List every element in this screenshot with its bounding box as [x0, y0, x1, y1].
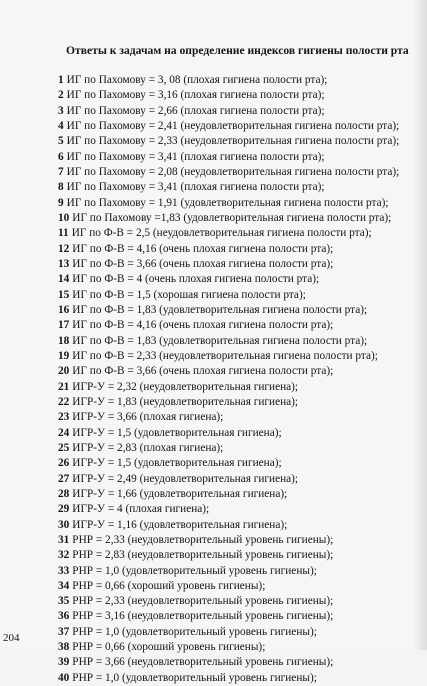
list-item [58, 211, 399, 226]
item-number: 33 [58, 564, 70, 577]
item-number: 34 [58, 579, 70, 592]
item-text: ИГ по Ф-В = 2,5 (неудовлетворительная гигиена полости рта); [71, 227, 372, 240]
item-text: ИГР-У = 1,16 (удовлетворительная гигиена); [72, 518, 288, 531]
item-number: 10 [58, 211, 70, 224]
list-item [58, 242, 399, 257]
item-number: 9 [58, 196, 64, 209]
item-text: ИГР-У = 1,66 (удовлетворительная гигиена); [72, 487, 288, 500]
item-text: ИГР-У = 1,83 (неудовлетворительная гигиена); [72, 395, 299, 408]
item-text: РНР = 1,0 (удовлетворительный уровень гигиены); [72, 671, 317, 684]
item-number: 28 [58, 487, 70, 500]
list-item [58, 671, 399, 686]
list-item [58, 88, 399, 103]
item-number: 4 [58, 119, 64, 132]
item-text: ИГ по Пахомову = 2,66 (плохая гигиена полости рта); [66, 104, 325, 117]
item-number: 40 [58, 671, 70, 684]
page-edge-shadow [413, 0, 427, 650]
item-text: РНР = 3,16 (неудовлетворительный уровень гигиены); [72, 610, 334, 623]
item-text: ИГ по Пахомову = 2,08 (неудовлетворительная гигиена полости рта); [66, 165, 400, 178]
item-text: РНР = 2,83 (неудовлетворительный уровень гигиены); [72, 549, 334, 562]
list-item [58, 533, 399, 548]
item-text: ИГР-У = 2,83 (плохая гигиена); [72, 441, 224, 454]
item-number: 14 [58, 273, 70, 286]
item-number: 12 [58, 242, 70, 255]
list-item [58, 257, 399, 272]
item-text: ИГ по Ф-В = 3,66 (очень плохая гигиена полости рта); [72, 365, 334, 378]
list-item [58, 594, 399, 609]
list-item [58, 196, 399, 211]
list-item [58, 502, 399, 517]
list-item [58, 150, 399, 165]
list-item [58, 655, 399, 670]
page-number: 204 [3, 632, 20, 644]
list-item [58, 441, 399, 456]
item-number: 39 [58, 656, 70, 669]
item-number: 19 [58, 349, 70, 362]
item-number: 15 [58, 288, 70, 301]
item-number: 17 [58, 319, 70, 332]
list-item [58, 410, 399, 425]
page-title: Ответы к задачам на определение индексов гигиены полости рта [66, 44, 409, 57]
list-item [58, 349, 399, 364]
item-number: 7 [58, 165, 64, 178]
item-number: 20 [58, 365, 70, 378]
list-item [58, 119, 399, 134]
item-number: 16 [58, 303, 70, 316]
item-text: РНР = 2,33 (неудовлетворительный уровень гигиены); [72, 595, 334, 608]
item-number: 1 [58, 74, 64, 86]
item-text: ИГ по Ф-В = 4,16 (очень плохая гигиена полости рта); [72, 242, 334, 255]
list-item [58, 364, 399, 379]
item-text: ИГР-У = 2,49 (неудовлетворительная гигиена); [72, 472, 299, 485]
item-number: 5 [58, 135, 64, 148]
list-item [58, 548, 399, 563]
list-item [58, 318, 399, 333]
item-text: ИГ по Ф-В = 4 (очень плохая гигиена полости рта); [72, 273, 320, 286]
item-text: ИГ по Пахомову =1,83 (удовлетворительная гигиена полости рта); [72, 211, 392, 224]
item-number: 13 [58, 257, 70, 270]
item-number: 29 [58, 503, 70, 516]
item-number: 22 [58, 395, 70, 408]
item-number: 37 [58, 625, 70, 638]
item-text: РНР = 3,66 (неудовлетворительный уровень гигиены); [72, 656, 334, 669]
item-text: ИГ по Пахомову = 3,16 (плохая гигиена полости рта); [66, 89, 325, 102]
item-number: 35 [58, 595, 70, 608]
item-number: 23 [58, 411, 70, 424]
list-item [58, 165, 399, 180]
item-number: 36 [58, 610, 70, 623]
item-text: ИГ по Ф-В = 2,33 (неудовлетворительная гигиена полости рта); [72, 349, 378, 362]
item-text: РНР = 2,33 (неудовлетворительный уровень гигиены); [72, 533, 334, 546]
item-number: 27 [58, 472, 70, 485]
list-item [58, 640, 399, 655]
list-item [58, 426, 399, 441]
item-text: ИГР-У = 1,5 (удовлетворительная гигиена); [72, 457, 282, 470]
item-text: ИГ по Ф-В = 1,5 (хорошая гигиена полости рта); [72, 288, 306, 301]
list-item [58, 288, 399, 303]
item-number: 11 [58, 227, 69, 240]
item-text: ИГ по Пахомову = 1,91 (удовлетворительная гигиена полости рта); [66, 196, 389, 209]
item-text: ИГ по Пахомову = 2,41 (неудовлетворительная гигиена полости рта); [66, 119, 400, 132]
item-text: ИГР-У = 4 (плохая гигиена); [72, 503, 210, 516]
list-item [58, 226, 399, 241]
item-text: РНР = 0,66 (хороший уровень гигиены); [72, 579, 266, 592]
item-text: ИГ по Пахомову = 2,33 (неудовлетворительная гигиена полости рта); [66, 135, 400, 148]
item-number: 6 [58, 150, 64, 163]
item-text: ИГ по Ф-В = 1,83 (удовлетворительная гигиена полости рта); [72, 334, 368, 347]
item-number: 31 [58, 533, 70, 546]
list-item [58, 334, 399, 349]
list-item [58, 456, 399, 471]
item-text: ИГР-У = 1,5 (удовлетворительная гигиена); [72, 426, 282, 439]
item-text: ИГ по Ф-В = 1,83 (удовлетворительная гигиена полости рта); [72, 303, 368, 316]
item-text: ИГ по Ф-В = 3,66 (очень плохая гигиена полости рта); [72, 257, 334, 270]
item-number: 21 [58, 380, 70, 393]
list-item [58, 564, 399, 579]
item-text: ИГ по Пахомову = 3,41 (плохая гигиена полости рта); [66, 150, 325, 163]
list-item [58, 487, 399, 502]
item-number: 38 [58, 641, 70, 654]
list-item [58, 518, 399, 533]
list-item [58, 609, 399, 624]
item-text: ИГ по Ф-В = 4,16 (очень плохая гигиена полости рта); [72, 319, 334, 332]
list-item [58, 104, 399, 119]
list-item [58, 625, 399, 640]
item-number: 25 [58, 441, 70, 454]
item-text: РНР = 1,0 (удовлетворительный уровень гигиены); [72, 564, 317, 577]
list-item [58, 395, 399, 410]
item-number: 32 [58, 549, 70, 562]
list-item [58, 579, 399, 594]
item-number: 30 [58, 518, 70, 531]
item-number: 26 [58, 457, 70, 470]
item-text: РНР = 1,0 (удовлетворительный уровень гигиены); [72, 625, 317, 638]
list-item [58, 180, 399, 195]
item-text: ИГ по Пахомову = 3,41 (плохая гигиена полости рта); [66, 181, 325, 194]
list-item [58, 303, 399, 318]
item-number: 8 [58, 181, 64, 194]
item-number: 2 [58, 89, 64, 102]
item-number: 24 [58, 426, 70, 439]
item-text: ИГР-У = 2,32 (неудовлетворительная гигиена); [72, 380, 299, 393]
list-item [58, 73, 399, 88]
item-text: ИГ по Пахомову = 3, 08 (плохая гигиена полости рта); [66, 74, 328, 86]
list-item [58, 134, 399, 149]
item-text: ИГР-У = 3,66 (плохая гигиена); [72, 411, 224, 424]
item-number: 18 [58, 334, 70, 347]
list-item [58, 272, 399, 287]
answer-list [58, 73, 399, 686]
list-item [58, 472, 399, 487]
list-item [58, 380, 399, 395]
item-number: 3 [58, 104, 64, 117]
item-text: РНР = 0,66 (хороший уровень гигиены); [72, 641, 266, 654]
